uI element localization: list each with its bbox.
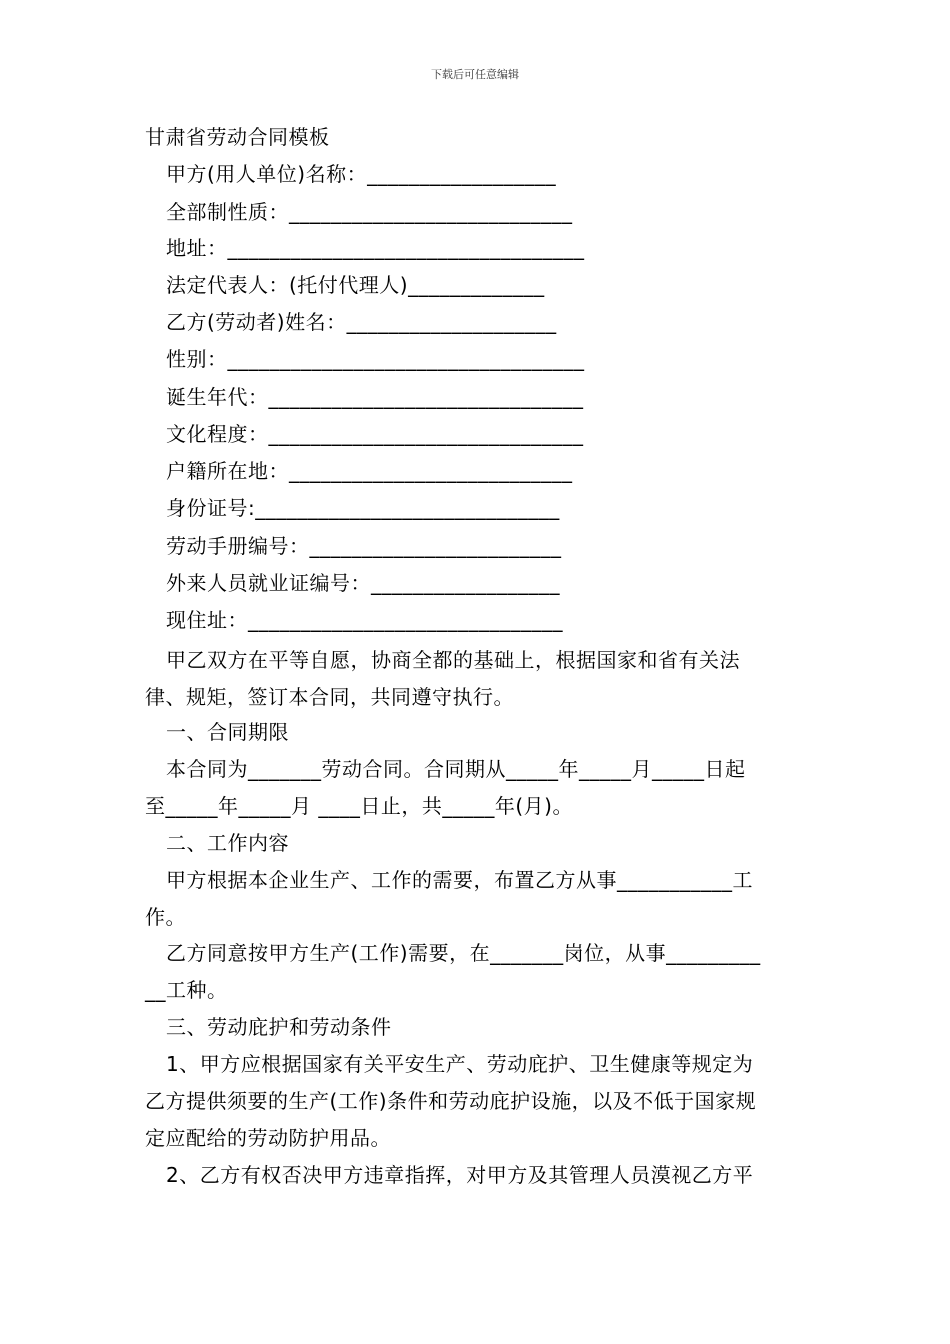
intro-paragraph-line-2: 律、规矩，签订本合同，共同遵守执行。 <box>145 685 514 709</box>
field-current-address: 现住址：______________________________ <box>166 608 563 632</box>
work-line-3: 乙方同意按甲方生产(工作)需要，在_______岗位，从事_________ <box>166 941 761 965</box>
field-education: 文化程度：______________________________ <box>166 422 584 446</box>
protection-line-4: 2、乙方有权否决甲方违章指挥，对甲方及其管理人员漠视乙方平 <box>166 1163 754 1187</box>
field-household: 户籍所在地：___________________________ <box>166 459 573 483</box>
work-line-2: 作。 <box>145 905 186 929</box>
field-work-permit: 外来人员就业证编号：__________________ <box>166 571 560 595</box>
section-heading-term: 一、合同期限 <box>166 720 289 744</box>
field-gender: 性别：__________________________________ <box>166 347 585 371</box>
protection-line-2: 乙方提供须要的生产(工作)条件和劳动庇护设施，以及不低于国家规 <box>145 1089 757 1113</box>
document-title: 甘肃省劳动合同模板 <box>145 125 330 149</box>
field-id-number: 身份证号:_____________________________ <box>166 496 560 520</box>
field-employee-name: 乙方(劳动者)姓名：____________________ <box>166 310 557 334</box>
intro-paragraph-line-1: 甲乙双方在平等自愿，协商全都的基础上，根据国家和省有关法 <box>166 648 740 672</box>
protection-line-3: 定应配给的劳动防护用品。 <box>145 1126 391 1150</box>
section-heading-protection: 三、劳动庇护和劳动条件 <box>166 1015 392 1039</box>
field-employer-name: 甲方(用人单位)名称：__________________ <box>166 162 557 186</box>
field-address: 地址：__________________________________ <box>166 236 585 260</box>
field-legal-rep: 法定代表人：(托付代理人)_____________ <box>166 273 545 297</box>
header-note: 下载后可任意编辑 <box>431 68 519 81</box>
field-labor-book: 劳动手册编号：________________________ <box>166 534 562 558</box>
field-ownership: 全部制性质：___________________________ <box>166 200 573 224</box>
field-birth: 诞生年代：______________________________ <box>166 385 584 409</box>
section-heading-work: 二、工作内容 <box>166 831 289 855</box>
work-line-1: 甲方根据本企业生产、工作的需要，布置乙方从事___________工 <box>166 868 753 892</box>
term-line-2: 至_____年_____月 ____日止，共_____年(月)。 <box>145 794 573 818</box>
term-line-1: 本合同为_______劳动合同。合同期从_____年_____月_____日起 <box>166 757 746 781</box>
work-line-4: __工种。 <box>145 978 228 1002</box>
protection-line-1: 1、甲方应根据国家有关平安生产、劳动庇护、卫生健康等规定为 <box>166 1052 754 1076</box>
